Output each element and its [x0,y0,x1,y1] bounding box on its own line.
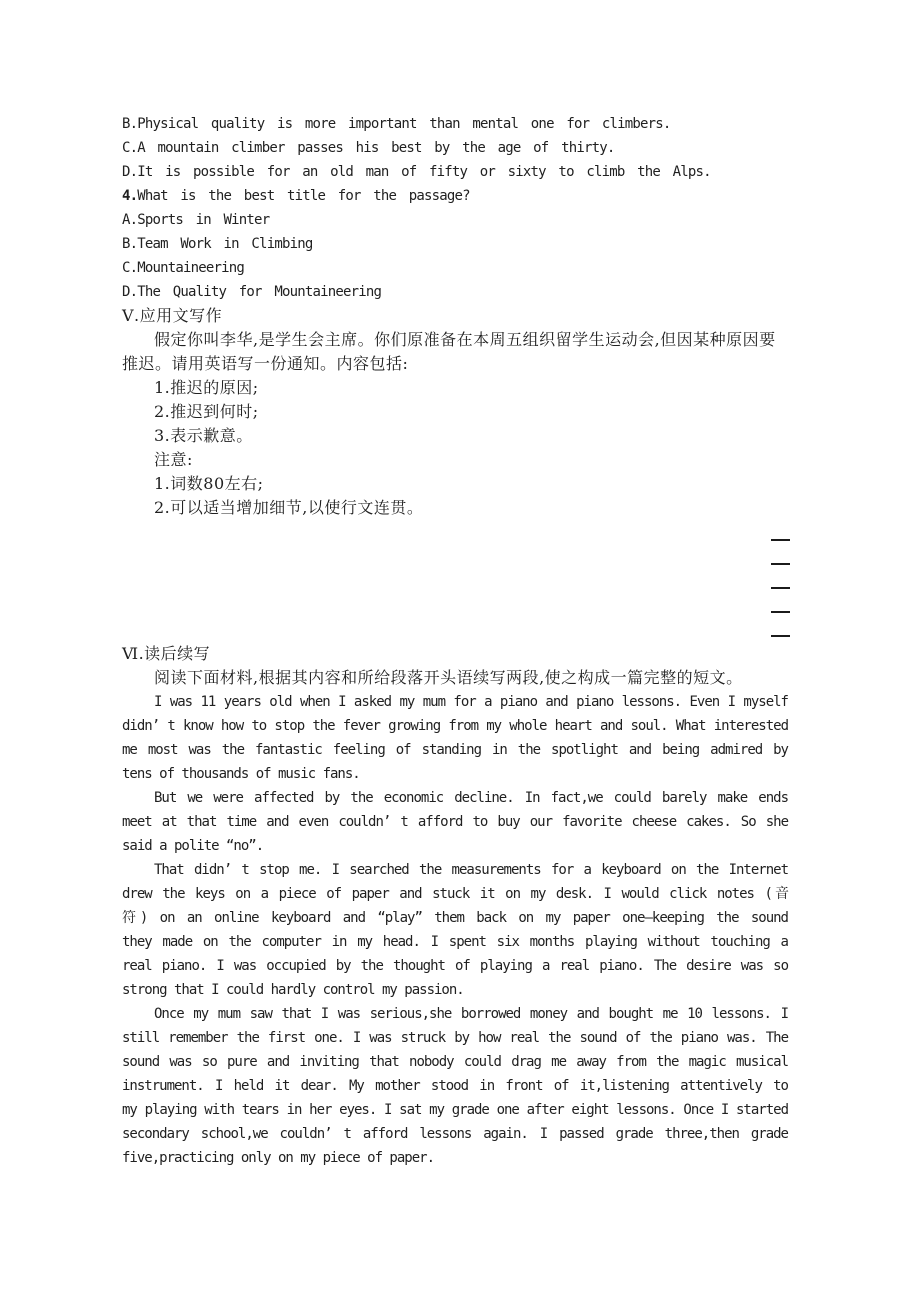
section-vi-heading: Ⅵ.读后续写 [122,644,211,663]
passage-line: That didn’ t stop me. I searched the measurements for a keyboard on the Internet [154,862,788,878]
answer-line-dash [771,611,790,613]
q4-option-c: C.Mountaineering [122,260,245,276]
answer-line-dash [771,587,790,589]
answer-line-dash [771,539,790,541]
passage-line: real piano. I was occupied by the thought of playing a real piano. The desire was so [122,958,788,974]
q4-option-b: B.Team Work in Climbing [122,236,313,252]
answer-line [122,624,788,648]
passage-line: sound was so pure and inviting that nobody could drag me away from the magic musical [122,1054,788,1070]
section-v-heading: Ⅴ.应用文写作 [122,306,223,325]
answer-line [122,552,788,576]
answer-line-dash [771,563,790,565]
section-v-point: 3.表示歉意。 [154,426,253,445]
section-v-point: 2.推迟到何时; [154,402,259,421]
question-4-number: 4. [122,188,138,204]
section-v-prompt-line: 推迟。请用英语写一份通知。内容包括: [122,354,409,373]
passage-line: meet at that time and even couldn’ t afford to buy our favorite cheese cakes. So she [122,814,788,830]
passage-paragraph-1 [122,690,788,786]
answer-line-dash [771,635,790,637]
passage-line: five,practicing only on my piece of paper. [122,1150,435,1166]
passage-line: my playing with tears in her eyes. I sat my grade one after eight lessons. Once I started [122,1102,788,1118]
option-line-c: C.A mountain climber passes his best by the age of thirty. [122,140,615,156]
section-v-notice-label: 注意: [154,450,193,469]
answer-line [122,528,788,552]
passage-paragraph-4 [122,1002,788,1170]
passage-line: drew the keys on a piece of paper and stuck it on my desk. I would click notes (音 [122,886,788,902]
passage-paragraph-2 [122,786,788,858]
passage-line: they made on the computer in my head. I spent six months playing without touching a [122,934,788,950]
section-v-note: 2.可以适当增加细节,以使行文连贯。 [154,498,424,517]
answer-line [122,576,788,600]
passage-line: tens of thousands of music fans. [122,766,360,782]
passage-line: Once my mum saw that I was serious,she borrowed money and bought me 10 lessons. I [154,1006,788,1022]
passage-line: instrument. I held it dear. My mother stood in front of it,listening attentively to [122,1078,788,1094]
q4-option-a: A.Sports in Winter [122,212,270,228]
q4-option-d: D.The Quality for Mountaineering [122,284,382,300]
question-4-text: What is the best title for the passage? [137,188,470,204]
answer-lines [122,528,788,648]
section-vi-instruction: 阅读下面材料,根据其内容和所给段落开头语续写两段,使之构成一篇完整的短文。 [154,668,743,687]
passage-line: secondary school,we couldn’ t afford lessons again. I passed grade three,then grade [122,1126,788,1142]
passage-line: said a polite “no”. [122,838,264,854]
option-line-d: D.It is possible for an old man of fifty or sixty to climb the Alps. [122,164,711,180]
section-v-point: 1.推迟的原因; [154,378,259,397]
option-line-b: B.Physical quality is more important than mental one for climbers. [122,116,671,132]
section-v-note: 1.词数80左右; [154,474,264,493]
passage-paragraph-3 [122,858,788,1002]
passage-line: I was 11 years old when I asked my mum for a piano and piano lessons. Even I myself [154,694,788,710]
passage-line: didn’ t know how to stop the fever growing from my whole heart and soul. What interested [122,718,788,734]
question-4-stem [122,184,788,208]
passage-line: strong that I could hardly control my passion. [122,982,464,998]
section-v-prompt-line: 假定你叫李华,是学生会主席。你们原准备在本周五组织留学生运动会,但因某种原因要 [154,330,776,349]
passage-line: 符) on an online keyboard and “play” them back on my paper one—keeping the sound [122,910,788,926]
answer-line [122,600,788,624]
passage-line: me most was the fantastic feeling of standing in the spotlight and being admired by [122,742,788,758]
passage-line: But we were affected by the economic decline. In fact,we could barely make ends [154,790,788,806]
passage-line: still remember the first one. I was struck by how real the sound of the piano was. The [122,1030,788,1046]
